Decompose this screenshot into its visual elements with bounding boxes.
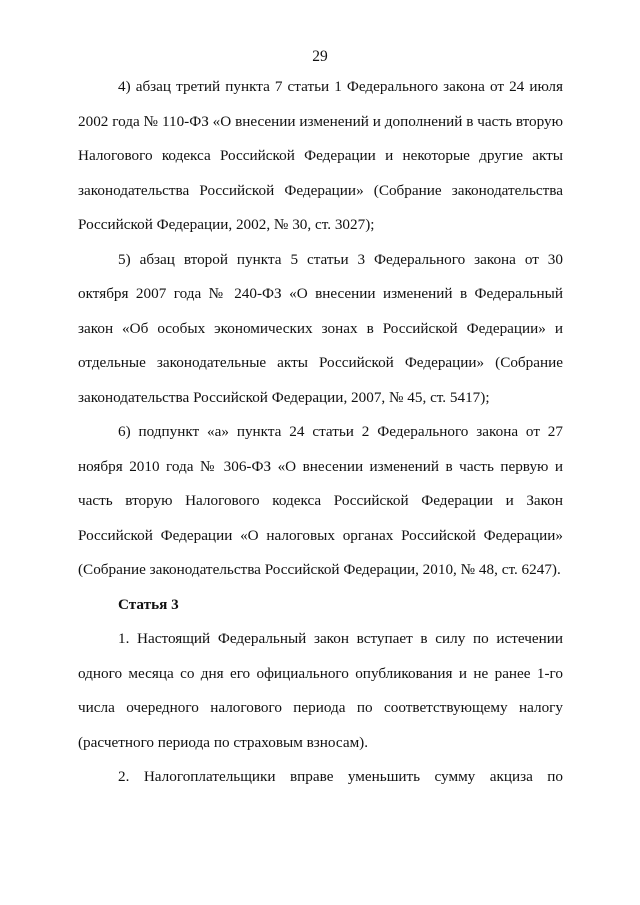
list-item-4: 4) абзац третий пункта 7 статьи 1 Федерального закона от 24 июля 2002 года № 110-ФЗ «О внесении изменений и дополнений в часть вторую Налогового кодекса Российской Федерации и некоторые другие акты законодательства Российской Федерации» (Собрание законодательства Российской Федерации, 2002, № 30, ст. 3027); xyxy=(78,78,563,233)
list-item-5: 5) абзац второй пункта 5 статьи 3 Федерального закона от 30 октября 2007 года № 240-ФЗ «О внесении изменений в Федеральный закон «Об особых экономических зонах в Российской Федерации» и отдельные законодательные акты Российской Федерации» (Собрание законодательства Российской Федерации, 2007, № 45, ст. 5417); xyxy=(78,250,563,406)
article-heading: Статья 3 xyxy=(118,595,179,613)
list-item-6: 6) подпункт «а» пункта 24 статьи 2 Федерального закона от 27 ноября 2010 года № 306-ФЗ «О внесении изменений в часть первую и часть вторую Налогового кодекса Российской Федерации и Закон Российской Федерации «О налоговых органах Российской Федерации» (Собрание законодательства Российской Федерации, 2010, № 48, ст. 6247). xyxy=(78,423,563,578)
article-point-1: 1. Настоящий Федеральный закон вступает в силу по истечении одного месяца со дня его официального опубликования и не ранее 1-го числа очередного налогового периода по соответствующему налогу (расчетного периода по страховым взносам). xyxy=(78,630,563,751)
page-number: 29 xyxy=(312,48,328,65)
article-point-2: 2. Налогоплательщики вправе уменьшить сумму акциза по xyxy=(118,768,563,785)
document-body xyxy=(78,70,563,795)
